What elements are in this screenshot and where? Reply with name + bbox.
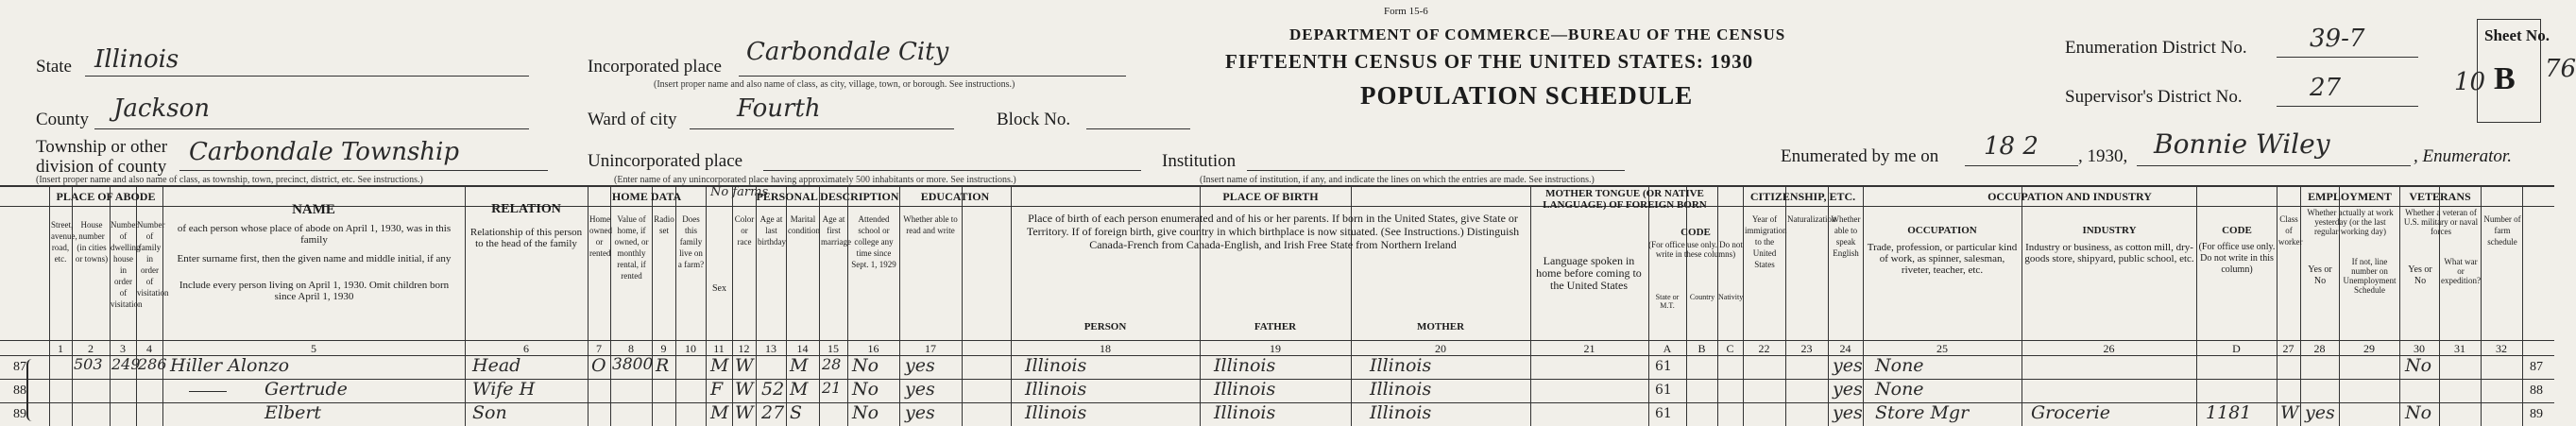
- head-industry: INDUSTRY: [2082, 225, 2137, 236]
- group-occupation: OCCUPATION AND INDUSTRY: [1987, 190, 2152, 203]
- head-immigration: Year of immigration to the United States: [1745, 214, 1787, 269]
- head-emp-line: If not, line number on Unemployment Schedule: [2343, 257, 2397, 295]
- ed-value: 39-7: [2310, 25, 2365, 53]
- colnum: 32: [2496, 342, 2507, 355]
- group-abode: PLACE OF ABODE: [56, 190, 156, 203]
- head-name-desc: of each person whose place of abode on April 1, 1930, was in this family: [177, 223, 452, 246]
- cell-birth-person: Illinois: [1025, 355, 1087, 376]
- head-marital: Marital condition: [788, 214, 820, 235]
- head-code-desc: (For office use only. Do not write in these columns): [1648, 240, 1743, 259]
- institution-hint: (Insert name of institution, if any, and indicate the lines on which the entries are made. See instructions.): [1200, 175, 1595, 185]
- cell-birth-mother: Illinois: [1370, 379, 1432, 400]
- cell-age: 27: [761, 402, 785, 423]
- line-number-right: 88: [2530, 383, 2543, 398]
- township-label-2: division of county: [36, 157, 167, 177]
- township-label: Township or other: [36, 137, 168, 157]
- head-name-desc-2: Enter surname first, then the given name and middle initial, if any: [177, 253, 452, 264]
- enumerated-day: 18 2: [1984, 132, 2039, 161]
- head-name-desc-3: Include every person living on April 1, 1930. Omit children born since April 1, 1930: [179, 280, 450, 302]
- cell-speak: yes: [1833, 402, 1863, 423]
- col-rule: [49, 185, 50, 426]
- cell-sex: M: [710, 402, 729, 423]
- cell-name: Hiller Alonzo: [170, 355, 290, 376]
- block-label: Block No.: [997, 110, 1071, 129]
- cell-sex: M: [710, 355, 729, 376]
- head-occupation-desc: Trade, profession, or particular kind of work, as spinner, salesman, riveter, teacher, etc.: [1867, 242, 2018, 276]
- colnum: 5: [311, 342, 316, 355]
- head-age: Age at last birthday: [758, 214, 786, 247]
- cell-read: yes: [905, 379, 935, 400]
- cell-code-a: 61: [1655, 383, 1672, 398]
- head-radio: Radio set: [654, 214, 674, 235]
- col-rule: [2300, 185, 2301, 426]
- group-employment: EMPLOYMENT: [2308, 190, 2392, 203]
- ward-value: Fourth: [737, 94, 821, 123]
- cell-house: 503: [74, 355, 103, 373]
- cell-relation: Head: [472, 355, 521, 376]
- colnum: 23: [1800, 342, 1813, 355]
- enumerator-line: [2137, 165, 2411, 166]
- cell-race: W: [735, 355, 754, 376]
- township-hint: (Insert proper name and also name of class, as township, town, precinct, district, etc. See instructions.): [36, 175, 423, 185]
- county-value: Jackson: [113, 94, 210, 123]
- cell-veteran: No: [2405, 402, 2432, 423]
- head-code-2: CODE: [2222, 225, 2252, 236]
- head-tongue-desc: Language spoken in home before coming to the United States: [1536, 254, 1642, 292]
- col-rule: [706, 185, 707, 426]
- cell-code-d: 1181: [2206, 402, 2252, 423]
- col-rule: [1785, 185, 1786, 426]
- cell-school: No: [852, 402, 879, 423]
- colnum: 3: [120, 342, 126, 355]
- col-rule: [2522, 185, 2523, 426]
- home-note: No farms: [710, 185, 769, 199]
- head-code-2-desc: (For office use only. Do not write in this column): [2198, 242, 2276, 275]
- colnum: 18: [1100, 342, 1111, 355]
- col-rule: [1743, 185, 1744, 426]
- sd-label: Supervisor's District No.: [2065, 87, 2243, 107]
- line-number: 89: [13, 407, 26, 421]
- cell-birth-mother: Illinois: [1370, 402, 1432, 423]
- colnum: 28: [2313, 342, 2326, 355]
- head-farm: Does this family live on a farm?: [677, 214, 705, 269]
- cell-marital: S: [790, 402, 803, 423]
- col-rule: [2399, 185, 2400, 426]
- col-rule: [2481, 185, 2482, 426]
- cell-race: W: [735, 379, 754, 400]
- census-title: FIFTEENTH CENSUS OF THE UNITED STATES: 1930: [1225, 50, 1754, 73]
- head-farm-schedule: Number of farm schedule: [2483, 214, 2521, 247]
- colnum: 15: [827, 342, 839, 355]
- group-name: NAME: [292, 202, 335, 217]
- head-employment-desc: Whether actually at work yesterday (or the last regular working day): [2307, 208, 2394, 236]
- cell-school: No: [852, 379, 879, 400]
- head-dwelling: Number of dwelling house in order of visitation: [111, 220, 143, 309]
- ward-line: [690, 128, 954, 129]
- cell-code-a: 61: [1655, 406, 1672, 421]
- cell-at-work: yes: [2305, 402, 2335, 423]
- incorporated-hint: (Insert proper name and also name of class, as city, village, town, or borough. See instructions.): [654, 79, 1015, 90]
- head-age-marriage: Age at first marriage: [821, 214, 851, 247]
- cell-marital: M: [790, 379, 809, 400]
- cell-value: 3800: [612, 355, 654, 374]
- head-code-b: Country: [1689, 293, 1715, 301]
- line-number-right: 87: [2530, 360, 2543, 374]
- colnum: C: [1726, 342, 1734, 355]
- group-tongue: MOTHER TONGUE (OR NATIVE LANGUAGE) OF FOREIGN BORN: [1543, 188, 1707, 211]
- colnum: 6: [523, 342, 529, 355]
- col-rule: [465, 185, 466, 426]
- group-birth: PLACE OF BIRTH: [1222, 190, 1319, 203]
- cell-birth-mother: Illinois: [1370, 355, 1432, 376]
- col-rule: [756, 185, 757, 426]
- head-emp-yes-no: Yes or No: [2308, 264, 2332, 286]
- cell-marital: M: [790, 355, 809, 376]
- head-street: Street, avenue, road, etc.: [51, 220, 77, 264]
- head-occupation: OCCUPATION: [1907, 225, 1977, 236]
- col-rule: [899, 185, 900, 426]
- head-vet-war: What war or expedition?: [2441, 257, 2481, 285]
- cell-veteran: No: [2405, 355, 2432, 376]
- cell-industry: Grocerie: [2031, 402, 2110, 423]
- group-home: HOME DATA: [611, 190, 682, 203]
- head-code: CODE: [1680, 227, 1711, 238]
- ward-label: Ward of city: [588, 110, 677, 129]
- colnum: 31: [2454, 342, 2465, 355]
- unincorporated-line: [763, 170, 1141, 171]
- ed-line: [2277, 57, 2418, 58]
- incorporated-label: Incorporated place: [588, 57, 722, 77]
- line-number: 87: [13, 360, 26, 374]
- cell-owned: O: [591, 355, 606, 376]
- cell-speak: yes: [1833, 379, 1863, 400]
- head-speak-english: Whether able to speak English: [1831, 214, 1861, 258]
- cell-occupation: Store Mgr: [1875, 402, 1970, 423]
- colnum: 10: [685, 342, 696, 355]
- enumerated-day-line: [1965, 165, 2078, 166]
- cell-read: yes: [905, 402, 935, 423]
- institution-line: [1247, 170, 1625, 171]
- head-father: FATHER: [1254, 321, 1297, 332]
- enumerated-label: Enumerated by me on: [1781, 146, 1939, 166]
- head-relation-desc: Relationship of this person to the head of the family: [469, 227, 583, 249]
- cell-age: 52: [761, 379, 785, 400]
- cell-occupation: None: [1875, 379, 1924, 400]
- col-rule: [1530, 185, 1531, 426]
- col-rule: [1717, 185, 1718, 426]
- institution-label: Institution: [1162, 151, 1237, 171]
- colnum: 13: [765, 342, 776, 355]
- colnum: 27: [2282, 342, 2295, 355]
- incorporated-value: Carbondale City: [746, 38, 949, 66]
- col-rule: [675, 185, 676, 426]
- colnum: 8: [628, 342, 634, 355]
- col-rule: [588, 185, 589, 426]
- head-industry-desc: Industry or business, as cotton mill, dry-goods store, shipyard, public school, etc.: [2024, 242, 2194, 264]
- sd-line: [2277, 106, 2418, 107]
- enumerated-year: , 1930,: [2078, 146, 2128, 166]
- cell-speak: yes: [1833, 355, 1863, 376]
- colnum: D: [2232, 342, 2241, 355]
- colnum: 12: [738, 342, 750, 355]
- margin-bracket: [26, 359, 42, 421]
- colnum: 1: [58, 342, 63, 355]
- cell-age-marriage: 21: [822, 379, 842, 397]
- cell-dwelling: 249: [111, 355, 141, 373]
- township-value: Carbondale Township: [189, 138, 459, 166]
- colnum: 20: [1435, 342, 1446, 355]
- incorporated-line: [739, 76, 1126, 77]
- enumerator-name: Bonnie Wiley: [2154, 128, 2330, 160]
- cell-read: yes: [905, 355, 935, 376]
- cell-birth-father: Illinois: [1214, 355, 1276, 376]
- cell-class-worker: W: [2280, 402, 2299, 423]
- col-rule: [819, 185, 820, 426]
- surname-ditto: [189, 391, 227, 392]
- head-mother: MOTHER: [1416, 321, 1465, 332]
- col-rule: [1686, 185, 1687, 426]
- head-value: Value of home, if owned, or monthly rental, if rented: [614, 214, 649, 281]
- colnum: 25: [1936, 342, 1948, 355]
- head-owned: Home owned or rented: [589, 214, 612, 258]
- township-line: [179, 170, 548, 171]
- cell-occupation: None: [1875, 355, 1924, 376]
- colnum: 29: [2363, 342, 2375, 355]
- cell-code-a: 61: [1655, 359, 1672, 374]
- colnum: 19: [1270, 342, 1281, 355]
- colnum: B: [1697, 342, 1706, 355]
- colnum: 2: [88, 342, 94, 355]
- colnum: 9: [660, 342, 667, 355]
- head-sex: Sex: [712, 283, 726, 294]
- cell-family: 286: [138, 355, 167, 373]
- row-rule-1: [0, 379, 2554, 380]
- cell-radio: R: [656, 355, 670, 376]
- cell-race: W: [735, 402, 754, 423]
- col-rule: [847, 185, 848, 426]
- colnum: 22: [1758, 342, 1770, 355]
- head-person: PERSON: [1083, 321, 1127, 332]
- cell-name: Gertrude: [264, 379, 348, 400]
- row-rule-2: [0, 402, 2554, 403]
- head-veteran-desc: Whether a veteran of U.S. military or naval forces: [2403, 208, 2479, 236]
- form-number: Form 15-6: [1384, 6, 1428, 17]
- state-label: State: [36, 57, 72, 77]
- cell-birth-father: Illinois: [1214, 379, 1276, 400]
- group-veterans: VETERANS: [2409, 190, 2471, 203]
- head-birth-desc: Place of birth of each person enumerated and of his or her parents. If born in the United States, give State or Territory. If of foreign birth, give country in which birthplace is now situated. (See Instructions.) Distinguish Canada-French from Canada-English, and Irish Free State from Northern Ireland: [1026, 212, 1520, 251]
- cell-name: Elbert: [264, 402, 322, 423]
- sheet-label: Sheet No.: [2484, 26, 2550, 44]
- sheet-number: 10: [2454, 68, 2486, 96]
- head-class-worker: Class of worker: [2278, 214, 2303, 247]
- ed-label: Enumeration District No.: [2065, 38, 2247, 58]
- colnum-rule-top: [0, 340, 2554, 341]
- col-rule: [1011, 185, 1012, 426]
- cell-relation: Wife H: [472, 379, 536, 400]
- col-rule: [786, 185, 787, 426]
- line-number-right: 89: [2530, 407, 2543, 421]
- unincorporated-hint: (Enter name of any unincorporated place having approximately 500 inhabitants or more. See instructions.): [614, 175, 1016, 185]
- colnum: 16: [867, 342, 879, 355]
- head-school: Attended school or college any time since Sept. 1, 1929: [851, 214, 896, 269]
- col-rule: [2196, 185, 2197, 426]
- head-code-a: State or M.T.: [1655, 293, 1680, 310]
- sd-value: 27: [2310, 74, 2342, 102]
- colnum: 21: [1583, 342, 1595, 355]
- colnum: 11: [713, 342, 725, 355]
- colnum: 17: [925, 342, 936, 355]
- head-naturalization: Naturalization: [1787, 214, 1836, 224]
- col-rule: [652, 185, 653, 426]
- cell-relation: Son: [472, 402, 507, 423]
- cell-birth-person: Illinois: [1025, 402, 1087, 423]
- group-relation: RELATION: [491, 202, 561, 216]
- col-rule: [962, 185, 963, 426]
- col-rule: [610, 185, 611, 426]
- head-family: Number of family in order of visitation: [137, 220, 169, 298]
- table-top-rule: [0, 185, 2554, 187]
- colnum: 24: [1839, 342, 1851, 355]
- head-code-c: Nativity: [1718, 293, 1744, 301]
- group-education: EDUCATION: [920, 190, 990, 203]
- head-race: Color or race: [734, 214, 755, 247]
- group-personal: PERSONAL DESCRIPTION: [756, 190, 899, 203]
- group-citizen: CITIZENSHIP, ETC.: [1749, 190, 1856, 203]
- col-rule: [1863, 185, 1864, 426]
- line-number: 88: [13, 383, 26, 398]
- enumerator-label: , Enumerator.: [2414, 146, 2512, 166]
- cell-age-marriage: 28: [822, 355, 842, 373]
- cell-sex: F: [710, 379, 724, 400]
- cell-birth-person: Illinois: [1025, 379, 1087, 400]
- head-read-write: Whether able to read and write: [903, 214, 958, 235]
- head-vet-yes-no: Yes or No: [2408, 264, 2432, 286]
- schedule-title: POPULATION SCHEDULE: [1360, 81, 1694, 110]
- county-line: [94, 128, 529, 129]
- colnum: A: [1663, 342, 1672, 355]
- unincorporated-label: Unincorporated place: [588, 151, 743, 171]
- colnum: 30: [2414, 342, 2425, 355]
- department-heading: DEPARTMENT OF COMMERCE—BUREAU OF THE CENSUS: [1289, 26, 1786, 43]
- cell-school: No: [852, 355, 879, 376]
- state-line: [85, 76, 529, 77]
- county-label: County: [36, 110, 89, 129]
- colnum: 4: [146, 342, 152, 355]
- state-value: Illinois: [94, 45, 179, 74]
- margin-mark: 76: [2545, 55, 2576, 83]
- head-house: House number (in cities or towns): [75, 220, 109, 264]
- colnum: 7: [596, 342, 602, 355]
- block-line: [1086, 128, 1190, 129]
- sheet-side: B: [2494, 61, 2516, 96]
- colnum: 14: [796, 342, 809, 355]
- colnum: 26: [2103, 342, 2115, 355]
- cell-birth-father: Illinois: [1214, 402, 1276, 423]
